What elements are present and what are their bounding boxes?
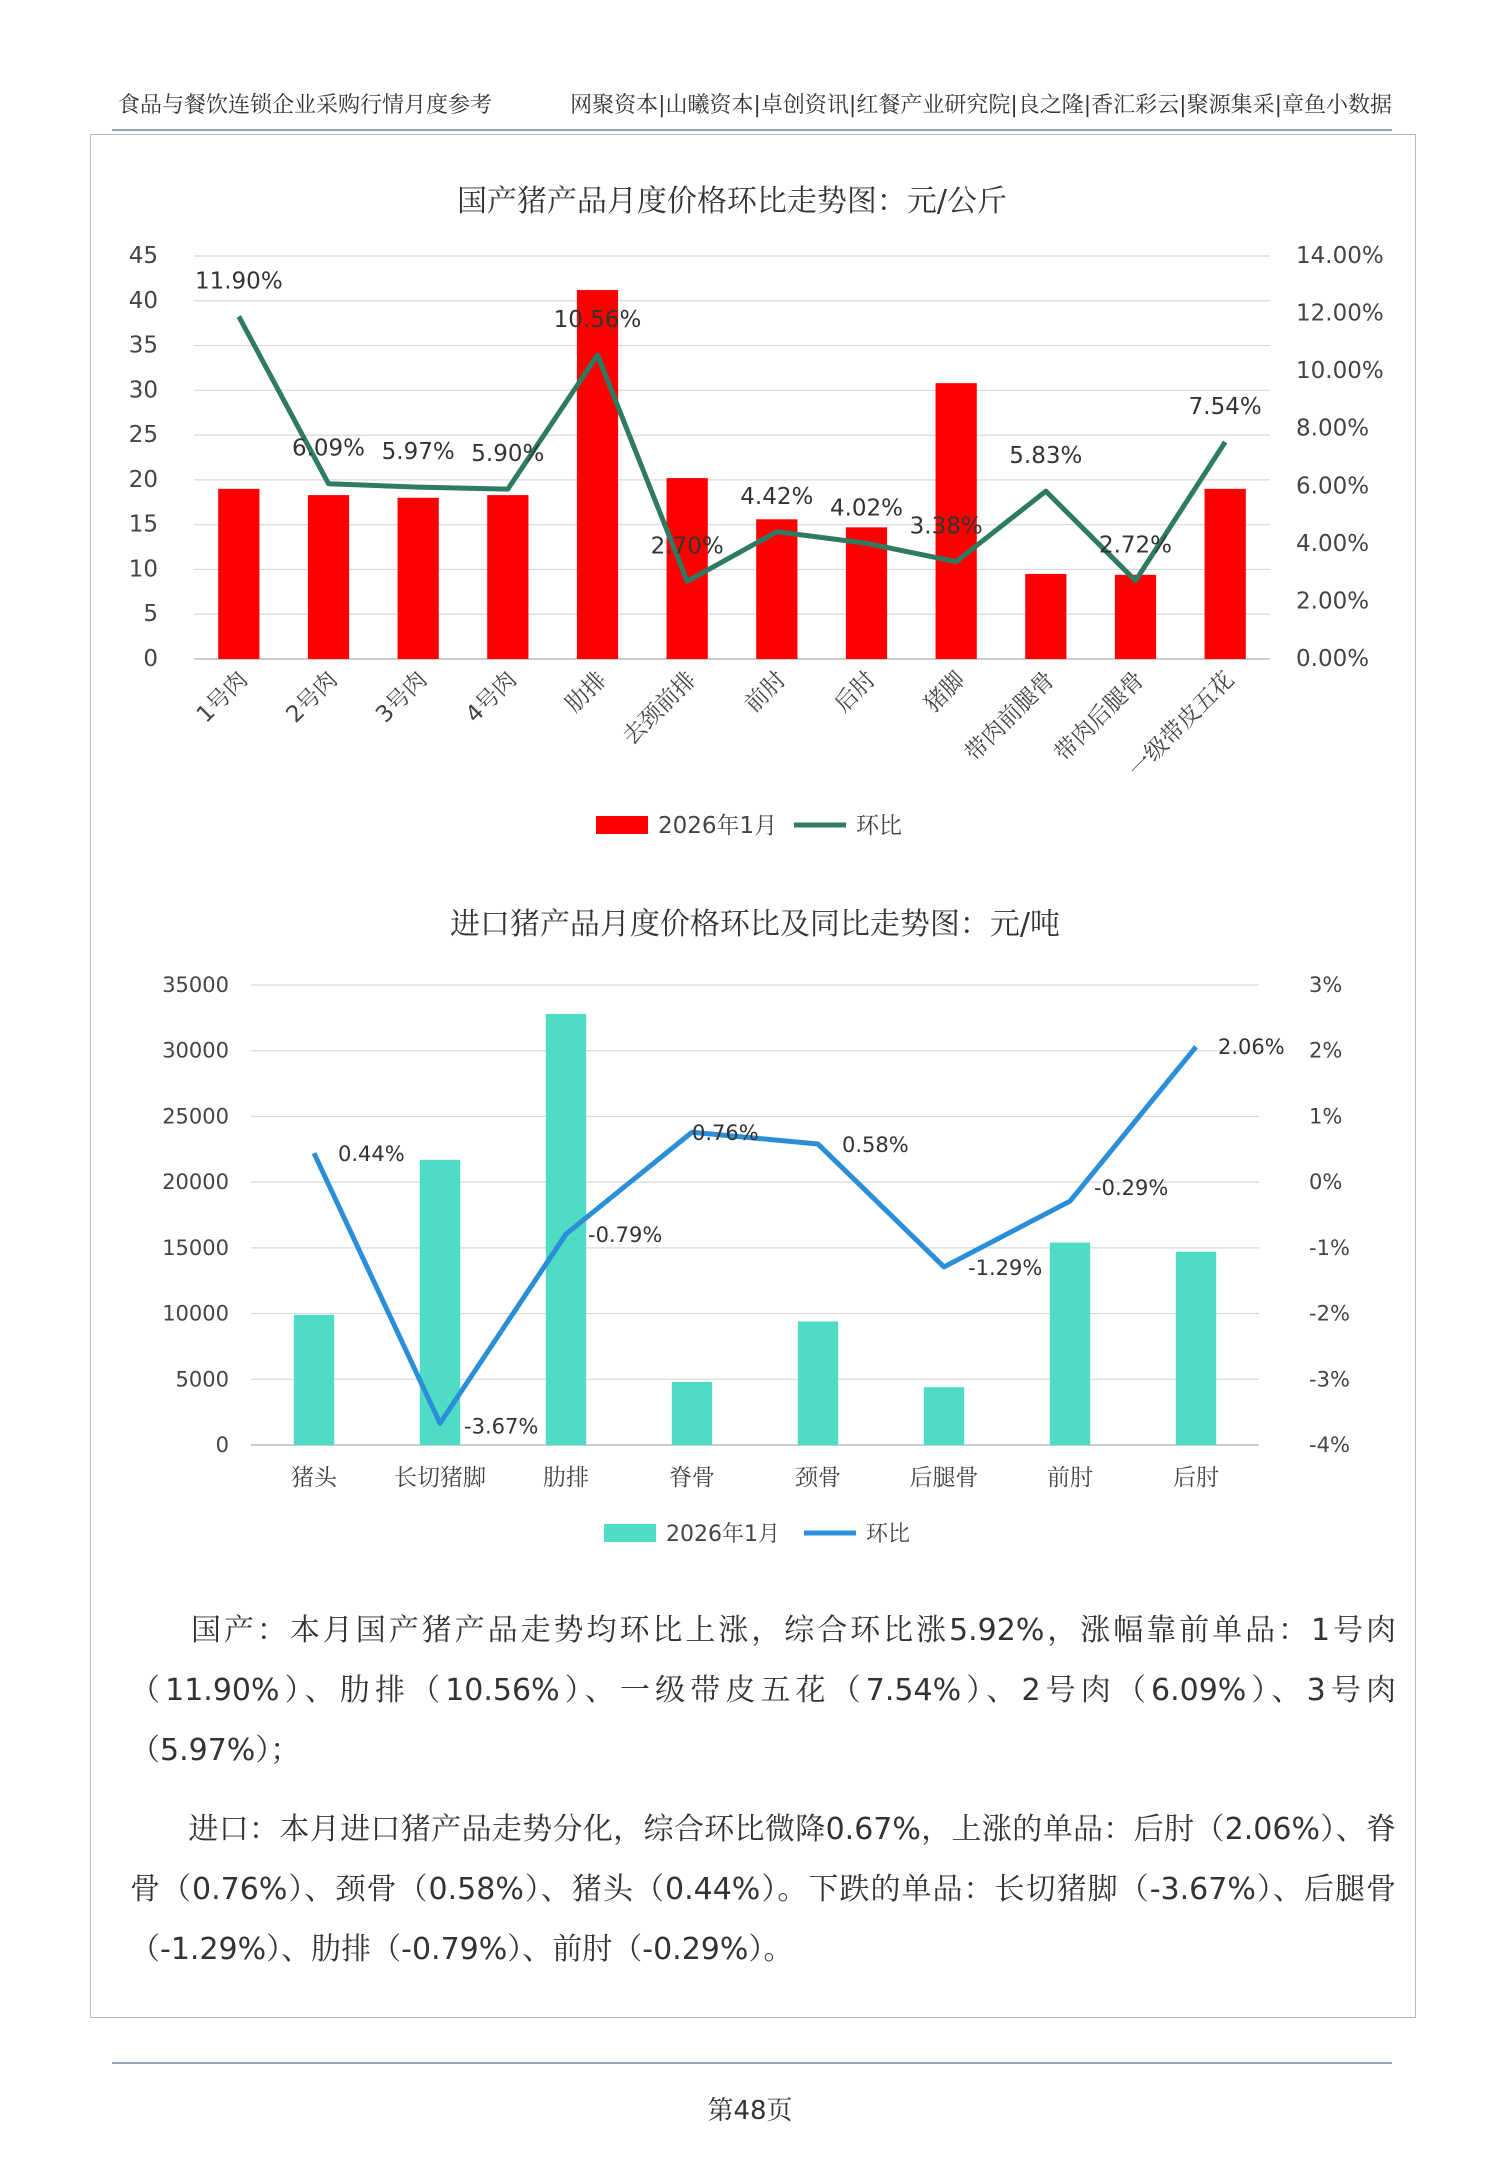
right-axis-tick-label: 12.00% xyxy=(1296,300,1384,327)
left-axis-tick-label: 10 xyxy=(128,556,158,583)
left-axis-tick-label: 30 xyxy=(128,377,158,404)
left-axis-tick-label: 15000 xyxy=(162,1235,229,1260)
domestic-summary-text: 国产：本月国产猪产品走势均环比上涨，综合环比涨5.92%，涨幅靠前单品：1号肉（11.90%）、肋排（10.56%）、一级带皮五花（7.54%）、2号肉（6.09%）、3号肉（5.97%）； xyxy=(130,1613,1396,1768)
category-label: 长切猪脚 xyxy=(394,1465,486,1491)
data-label: -3.67% xyxy=(464,1414,539,1439)
header-left-title: 食品与餐饮连锁企业采购行情月度参考 xyxy=(118,93,493,118)
data-label: 11.90% xyxy=(194,268,283,295)
left-axis-tick-label: 20 xyxy=(128,466,158,493)
left-axis-tick-label: 45 xyxy=(128,243,158,269)
left-axis-tick-label: 10000 xyxy=(162,1301,229,1326)
chart-title: 国产猪产品月度价格环比走势图：元/公斤 xyxy=(456,184,1008,219)
data-label: 5.83% xyxy=(1009,443,1083,470)
left-axis-tick-label: 0 xyxy=(215,1433,229,1457)
data-label: 2.72% xyxy=(1098,532,1173,559)
right-axis-tick-label: -4% xyxy=(1309,1433,1350,1457)
category-label: 2号肉 xyxy=(281,666,343,729)
category-label: 去颈前排 xyxy=(617,666,702,751)
category-label: 猪脚 xyxy=(919,666,971,718)
left-axis-tick-label: 15 xyxy=(128,511,158,538)
bar xyxy=(308,495,349,659)
right-axis-tick-label: 4.00% xyxy=(1296,530,1370,557)
category-label: 猪头 xyxy=(291,1465,337,1491)
category-label: 带肉后腿骨 xyxy=(1050,666,1150,767)
category-label: 后腿骨 xyxy=(909,1465,979,1491)
data-label: 2.06% xyxy=(1218,1034,1285,1059)
right-axis-tick-label: 3% xyxy=(1309,973,1343,997)
right-axis-tick-label: 2.00% xyxy=(1296,588,1370,615)
bar xyxy=(577,290,618,659)
data-label: 4.02% xyxy=(829,495,904,522)
bar xyxy=(398,498,439,659)
bar xyxy=(487,495,528,659)
header-right-sources: 网聚资本|山曦资本|卓创资讯|红餐产业研究院|良之隆|香汇彩云|聚源集采|章鱼小数据 xyxy=(570,93,1392,118)
legend-swatch-bar xyxy=(596,816,648,834)
right-axis-tick-label: -3% xyxy=(1309,1367,1350,1392)
right-axis-tick-label: 0% xyxy=(1309,1170,1343,1195)
bar xyxy=(672,1382,712,1445)
right-axis-tick-label: 10.00% xyxy=(1296,358,1384,385)
footer-divider xyxy=(112,2062,1392,2064)
data-label: -0.79% xyxy=(588,1223,663,1248)
bar xyxy=(798,1321,838,1445)
category-label: 前肘 xyxy=(1047,1465,1093,1491)
right-axis-tick-label: 0.00% xyxy=(1296,646,1370,672)
category-label: 一级带皮五花 xyxy=(1123,666,1240,783)
data-label: 0.58% xyxy=(842,1133,909,1158)
category-label: 后肘 xyxy=(1173,1465,1219,1491)
left-axis-tick-label: 25000 xyxy=(162,1104,229,1129)
imported-pork-chart xyxy=(0,880,1500,1547)
category-label: 肋排 xyxy=(543,1465,589,1491)
left-axis-tick-label: 35000 xyxy=(162,973,229,997)
category-label: 后肘 xyxy=(829,666,881,718)
legend-label-bar: 2026年1月 xyxy=(666,1522,780,1547)
data-label: 6.09% xyxy=(291,435,366,462)
category-label: 颈骨 xyxy=(795,1465,841,1491)
left-axis-tick-label: 35 xyxy=(128,332,158,359)
data-label: -0.29% xyxy=(1094,1176,1169,1201)
imported-summary xyxy=(130,1800,1396,1980)
legend-label-bar: 2026年1月 xyxy=(658,813,778,839)
right-axis-tick-label: 1% xyxy=(1309,1104,1343,1129)
bar xyxy=(1050,1243,1090,1445)
left-axis-tick-label: 25 xyxy=(128,422,158,449)
legend-swatch-bar xyxy=(604,1524,656,1542)
imported-summary-text: 进口：本月进口猪产品走势分化，综合环比微降0.67%，上涨的单品：后肘（2.06%）、脊骨（0.76%）、颈骨（0.58%）、猪头（0.44%）。下跌的单品：长切猪脚（-3.67%）、后腿骨（-1.29%）、肋排（-0.79%）、前肘（-0.29%）。 xyxy=(130,1812,1396,1967)
right-axis-tick-label: 2% xyxy=(1309,1038,1343,1063)
category-label: 脊骨 xyxy=(669,1465,715,1491)
left-axis-tick-label: 0 xyxy=(143,646,158,672)
data-label: 3.38% xyxy=(909,513,983,540)
right-axis-tick-label: 8.00% xyxy=(1296,415,1370,442)
data-label: -1.29% xyxy=(968,1255,1043,1280)
chart-title: 进口猪产品月度价格环比及同比走势图：元/吨 xyxy=(449,907,1061,942)
bar xyxy=(924,1387,964,1445)
bar xyxy=(294,1315,334,1445)
left-axis-tick-label: 20000 xyxy=(162,1170,229,1195)
legend-label-line: 环比 xyxy=(856,813,902,839)
bar xyxy=(218,489,259,659)
category-label: 肋排 xyxy=(560,666,612,718)
legend-label-line: 环比 xyxy=(866,1522,911,1547)
left-axis-tick-label: 5 xyxy=(143,601,158,628)
data-label: 4.42% xyxy=(740,483,814,510)
bar xyxy=(546,1014,586,1445)
bar xyxy=(1115,575,1156,659)
domestic-summary xyxy=(130,1601,1396,1781)
left-axis-tick-label: 30000 xyxy=(162,1038,229,1063)
category-label: 1号肉 xyxy=(191,666,254,729)
category-label: 4号肉 xyxy=(460,666,523,729)
bar xyxy=(1176,1252,1216,1445)
category-label: 带肉前腿骨 xyxy=(960,666,1061,767)
data-label: 7.54% xyxy=(1188,393,1262,420)
data-label: 2.70% xyxy=(650,533,724,560)
bar xyxy=(1025,574,1066,659)
bar xyxy=(667,478,708,659)
header-divider xyxy=(112,129,1392,131)
right-axis-tick-label: -1% xyxy=(1309,1235,1350,1260)
right-axis-tick-label: 14.00% xyxy=(1296,243,1384,269)
data-label: 5.97% xyxy=(381,439,455,466)
right-axis-tick-label: 6.00% xyxy=(1296,473,1370,500)
left-axis-tick-label: 40 xyxy=(128,287,158,314)
category-label: 前肘 xyxy=(740,666,792,718)
data-label: 10.56% xyxy=(553,307,642,334)
data-label: 0.76% xyxy=(692,1121,759,1146)
category-label: 3号肉 xyxy=(371,666,433,729)
data-label: 5.90% xyxy=(471,441,545,468)
left-axis-tick-label: 5000 xyxy=(175,1367,229,1392)
right-axis-tick-label: -2% xyxy=(1309,1301,1350,1326)
bar xyxy=(1205,489,1246,659)
page-number: 第48页 xyxy=(707,2096,793,2126)
data-label: 0.44% xyxy=(338,1142,405,1167)
